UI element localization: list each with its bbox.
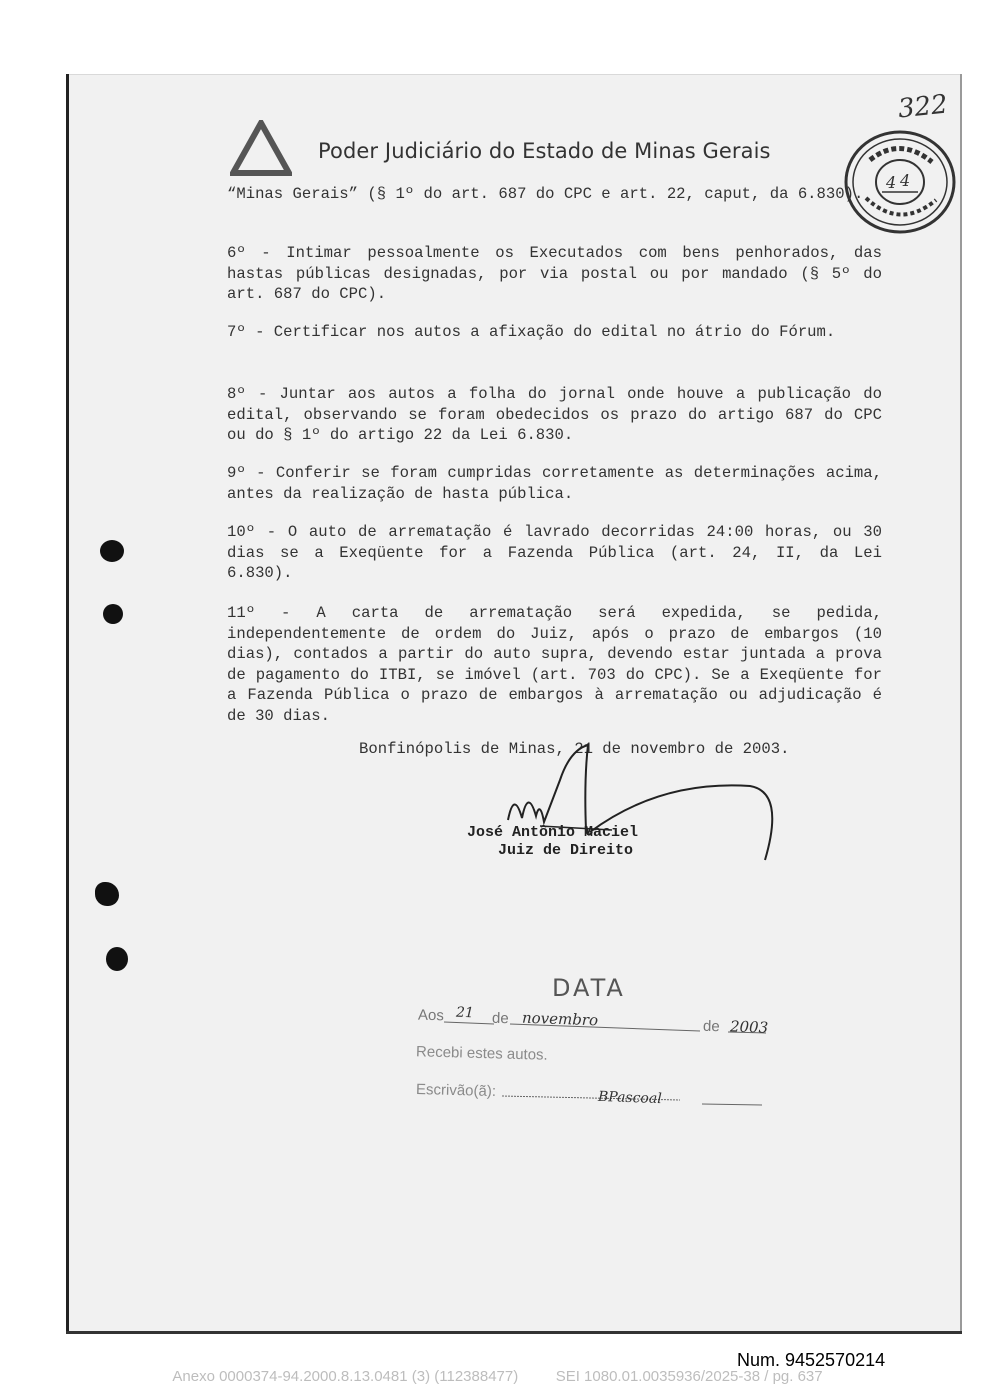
- stamp-title: DATA: [552, 974, 626, 1002]
- handwritten-day: 21: [455, 1004, 475, 1022]
- page-edge: [960, 74, 962, 1334]
- stamp-de-label: de: [491, 1009, 509, 1028]
- place-and-date: Bonfinópolis de Minas, 21 de novembro de 2003.: [359, 740, 790, 758]
- tjmg-logo-icon: [230, 120, 292, 176]
- svg-text:4: 4: [900, 171, 911, 190]
- punch-hole: [95, 882, 119, 906]
- svg-text:4: 4: [886, 173, 897, 192]
- paragraph-item-11: 11º - A carta de arrematação será expedida, se pedida, independentemente de ordem do Juiz, após o prazo de embargos (10 dias), contados a partir do auto supra, devendo estar juntada a prova de pagamento do ITBI, se imóvel (art. 703 do CPC). Se a Exeqüente for a Fazenda Pública o prazo de embargos à arrematação ou adjudicação é de 30 dias.: [227, 604, 882, 725]
- stamp-aos-label: Aos: [417, 1006, 445, 1025]
- stamp-escrivao-label: Escrivão(ã):: [415, 1080, 497, 1101]
- signer-name: José Antônio Maciel: [467, 824, 639, 841]
- punch-hole: [100, 540, 124, 562]
- paragraph-item-6: 6º - Intimar pessoalmente os Executados com bens penhorados, das hastas públicas designadas, por via postal ou por mandado (§ 5º do art. 687 do CPC).: [227, 244, 882, 303]
- punch-hole: [106, 947, 128, 971]
- document-number: Num. 9452570214: [737, 1350, 886, 1370]
- stamp-de-label: de: [702, 1017, 720, 1036]
- handwritten-year: 2003: [729, 1017, 769, 1037]
- punch-hole: [103, 604, 123, 624]
- paragraph-item-10: 10º - O auto de arrematação é lavrado decorridas 24:00 horas, ou 30 dias se a Exeqüente for a Fazenda Pública (art. 24, II, da Lei 6.830).: [227, 523, 882, 582]
- court-header-title: Poder Judiciário do Estado de Minas Gerais: [318, 139, 771, 163]
- paragraph-continuation: “Minas Gerais” (§ 1º do art. 687 do CPC e art. 22, caput, da 6.830).: [227, 185, 864, 203]
- stamp-received-text: Recebi estes autos.: [415, 1043, 548, 1064]
- signer-role: Juiz de Direito: [498, 842, 634, 859]
- paragraph-item-7: 7º - Certificar nos autos a afixação do edital no átrio do Fórum.: [227, 323, 836, 341]
- annex-footer: Anexo 0000374-94.2000.8.13.0481 (3) (112388477) SEI 1080.01.0035936/2025-38 / pg. 637: [172, 1368, 823, 1385]
- escrivao-signature: BPascoal: [597, 1088, 662, 1108]
- paragraph-item-8: 8º - Juntar aos autos a folha do jornal onde houve a publicação do edital, observando se foram obedecidos os prazo do artigo 687 do CPC ou do § 1º do artigo 22 da Lei 6.830.: [227, 385, 882, 444]
- paragraph-item-9: 9º - Conferir se foram cumpridas corretamente as determinações acima, antes da realização de hasta pública.: [227, 464, 882, 503]
- handwritten-page-number: 322: [896, 89, 950, 125]
- court-seal-icon: [842, 128, 958, 236]
- handwritten-month: novembro: [521, 1008, 599, 1030]
